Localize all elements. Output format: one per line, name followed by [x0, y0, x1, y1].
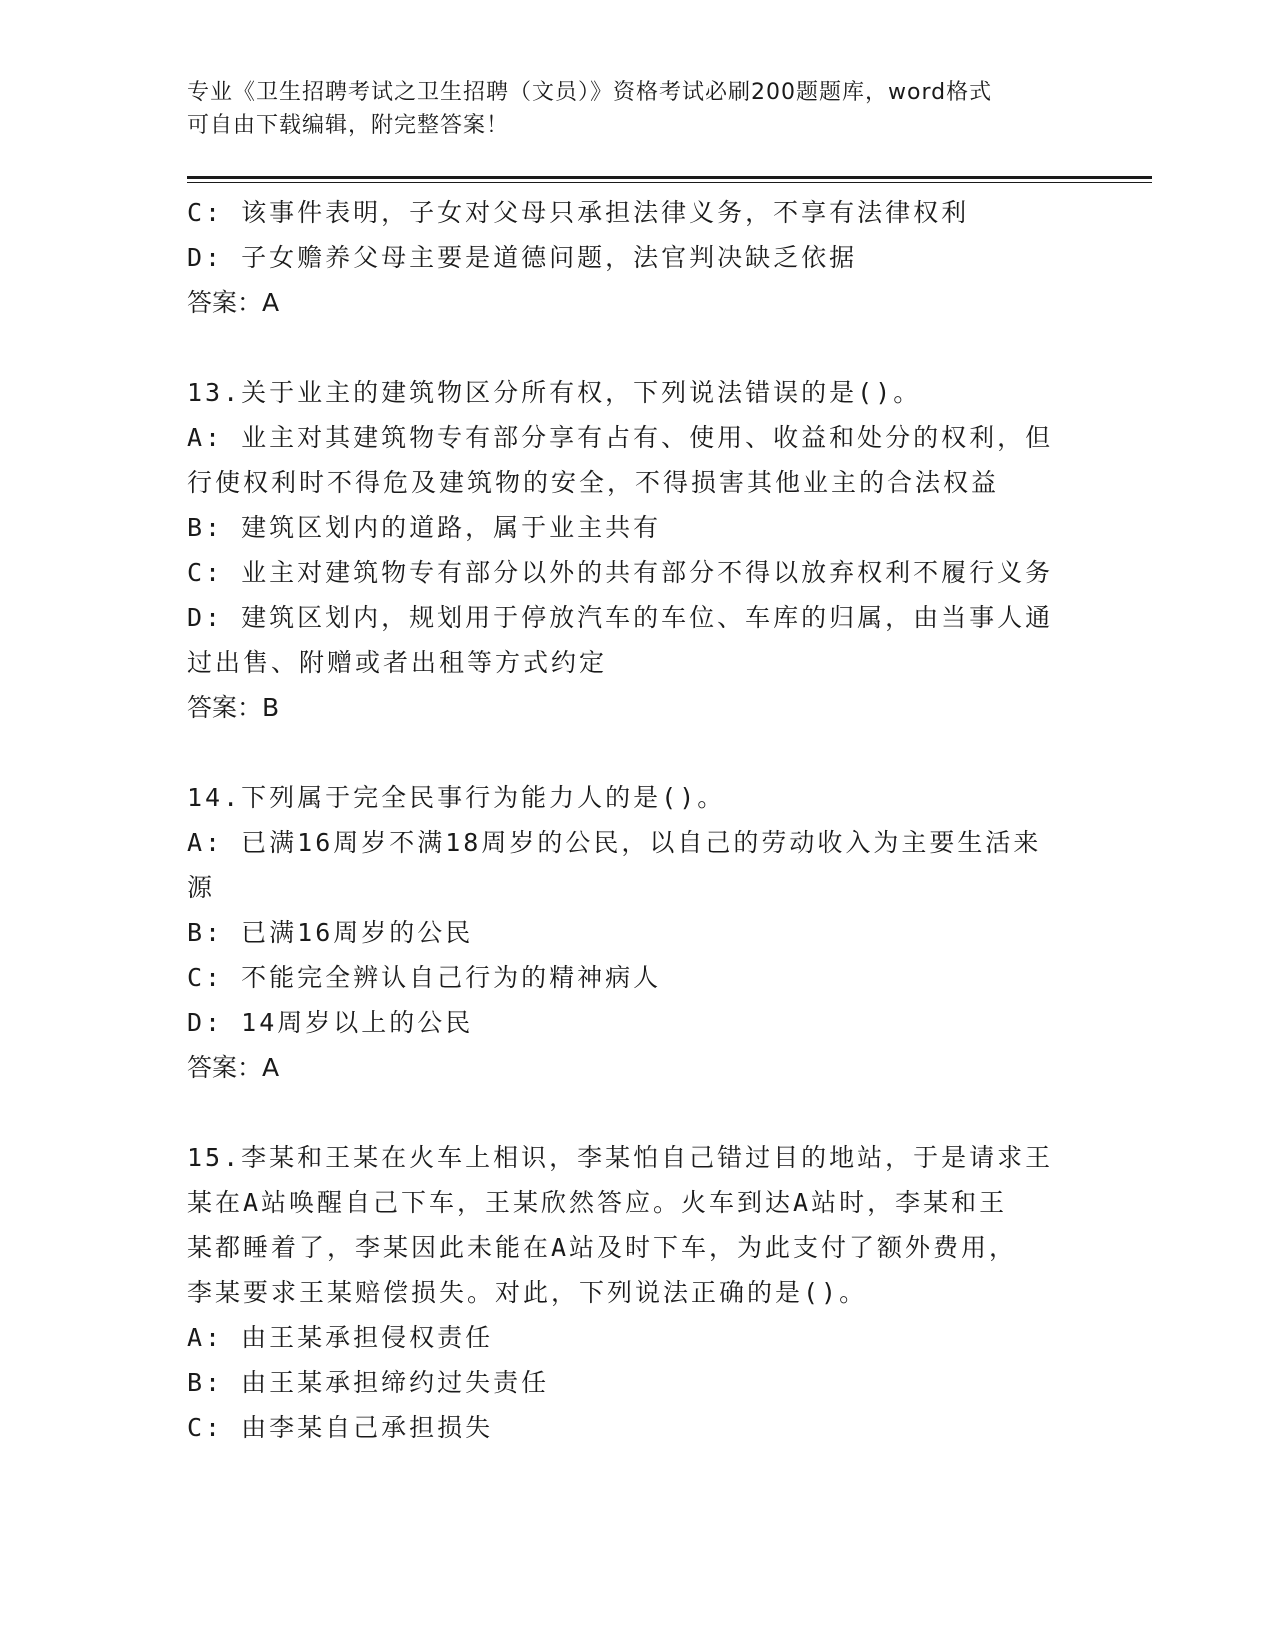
q13-question: 13.关于业主的建筑物区分所有权，下列说法错误的是()。: [187, 378, 922, 407]
q12-option-d: D: 子女赡养父母主要是道德问题，法官判决缺乏依据: [187, 243, 858, 272]
spacer: [187, 730, 1087, 775]
header-rule-thick: [187, 176, 1152, 179]
document-header: [187, 76, 1087, 142]
header-title-line-2: 可自由下载编辑，附完整答案！: [187, 113, 510, 138]
q14-option-a-line-2: 源: [187, 873, 216, 902]
q15-question-line-2: 某在A站唤醒自己下车，王某欣然答应。火车到达A站时，李某和王: [187, 1188, 1008, 1217]
q14-question: 14.下列属于完全民事行为能力人的是()。: [187, 783, 726, 812]
header-rule-thin: [187, 182, 1152, 183]
q13-option-d-line-1: D: 建筑区划内，规划用于停放汽车的车位、车库的归属，由当事人通: [187, 603, 1054, 632]
question-list: [187, 190, 1087, 1450]
q13-option-d-line-2: 过出售、附赠或者出租等方式约定: [187, 648, 608, 677]
q15-option-c: C: 由李某自己承担损失: [187, 1413, 494, 1442]
q13-answer: 答案：B: [187, 693, 280, 722]
q13-option-a-line-1: A: 业主对其建筑物专有部分享有占有、使用、收益和处分的权利，但: [187, 423, 1054, 452]
q13-option-c: C: 业主对建筑物专有部分以外的共有部分不得以放弃权利不履行义务: [187, 558, 1054, 587]
q14-option-c: C: 不能完全辨认自己行为的精神病人: [187, 963, 662, 992]
q15-question-line-4: 李某要求王某赔偿损失。对此，下列说法正确的是()。: [187, 1278, 868, 1307]
q15-option-a: A: 由王某承担侵权责任: [187, 1323, 494, 1352]
q12-option-c: C: 该事件表明，子女对父母只承担法律义务，不享有法律权利: [187, 198, 970, 227]
q15-question-line-3: 某都睡着了，李某因此未能在A站及时下车，为此支付了额外费用，: [187, 1233, 1018, 1262]
q14-option-a-line-1: A: 已满16周岁不满18周岁的公民，以自己的劳动收入为主要生活来: [187, 828, 1042, 857]
q12-answer: 答案：A: [187, 288, 280, 317]
q14-option-d: D: 14周岁以上的公民: [187, 1008, 474, 1037]
q15-option-b: B: 由王某承担缔约过失责任: [187, 1368, 550, 1397]
header-title-line-1: 专业《卫生招聘考试之卫生招聘（文员）》资格考试必刷200题题库，word格式: [187, 80, 993, 105]
q14-option-b: B: 已满16周岁的公民: [187, 918, 474, 947]
q14-answer: 答案：A: [187, 1053, 280, 1082]
q15-question-line-1: 15.李某和王某在火车上相识，李某怕自己错过目的地站，于是请求王: [187, 1143, 1054, 1172]
spacer: [187, 1090, 1087, 1135]
spacer: [187, 325, 1087, 370]
q13-option-b: B: 建筑区划内的道路，属于业主共有: [187, 513, 662, 542]
q13-option-a-line-2: 行使权利时不得危及建筑物的安全，不得损害其他业主的合法权益: [187, 468, 1000, 497]
